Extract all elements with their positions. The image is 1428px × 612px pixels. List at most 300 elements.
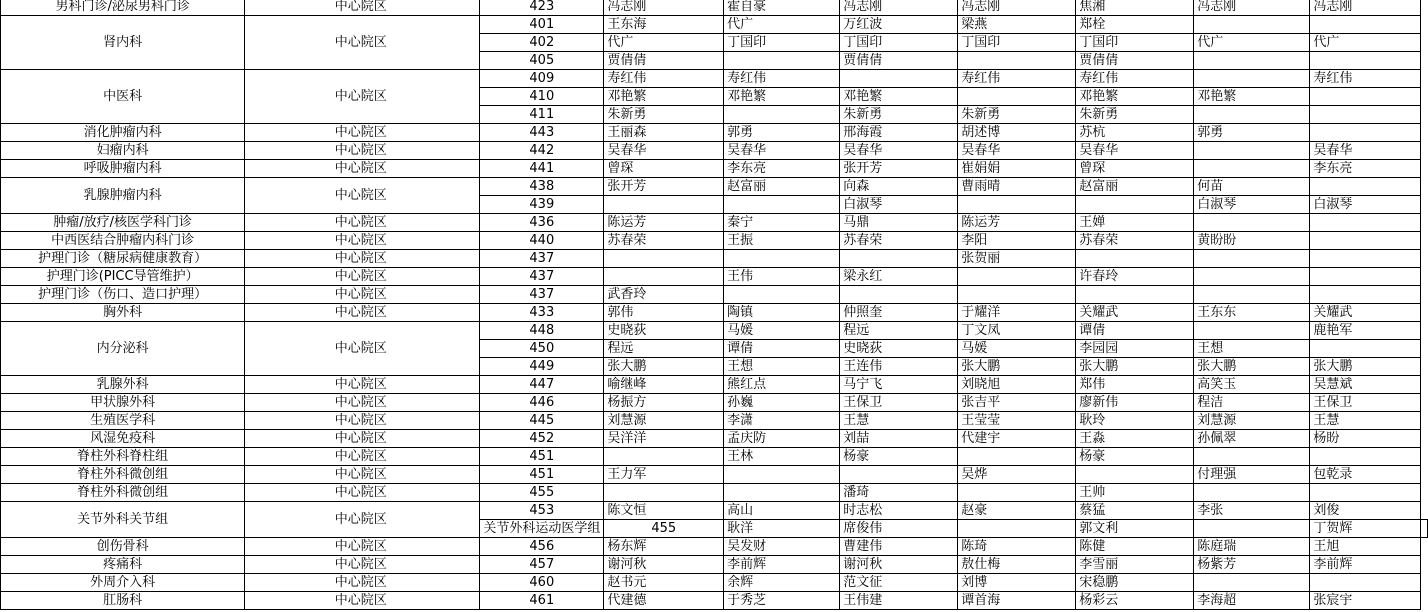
- doctor-cell[interactable]: 陈琦: [958, 538, 1076, 556]
- doctor-cell[interactable]: [1194, 322, 1310, 340]
- doctor-cell[interactable]: 丁贺辉: [1310, 520, 1421, 538]
- doctor-cell[interactable]: 梁永红: [840, 268, 958, 286]
- doctor-cell[interactable]: 孙巍: [724, 394, 840, 412]
- doctor-cell[interactable]: 万红波: [840, 16, 958, 34]
- doctor-cell[interactable]: [724, 196, 840, 214]
- room-cell[interactable]: 453: [480, 502, 604, 520]
- campus-cell[interactable]: 中心院区: [245, 376, 480, 394]
- campus-cell[interactable]: 中心院区: [245, 16, 480, 70]
- doctor-cell[interactable]: 寿红伟: [604, 70, 724, 88]
- doctor-cell[interactable]: 程洁: [1194, 394, 1310, 412]
- doctor-cell[interactable]: 程远: [840, 322, 958, 340]
- dept-cell[interactable]: 呼吸肿瘤内科: [1, 160, 245, 178]
- doctor-cell[interactable]: 马鼎: [840, 214, 958, 232]
- doctor-cell[interactable]: 耿玲: [1076, 412, 1194, 430]
- doctor-cell[interactable]: 王旭: [1310, 538, 1421, 556]
- room-cell[interactable]: 448: [480, 322, 604, 340]
- doctor-cell[interactable]: [724, 466, 840, 484]
- campus-cell[interactable]: 中心院区: [245, 178, 480, 214]
- doctor-cell[interactable]: 苏春荣: [840, 232, 958, 250]
- doctor-cell[interactable]: 包乾录: [1310, 466, 1421, 484]
- doctor-cell[interactable]: 王保卫: [840, 394, 958, 412]
- doctor-cell[interactable]: [1310, 88, 1421, 106]
- dept-cell[interactable]: 男科门诊/泌尿男科门诊: [1, 0, 245, 16]
- doctor-cell[interactable]: 崔娟娟: [958, 160, 1076, 178]
- doctor-cell[interactable]: 霍自豪: [724, 0, 840, 16]
- doctor-cell[interactable]: 杨豪: [1076, 448, 1194, 466]
- dept-cell[interactable]: 创伤骨科: [1, 538, 245, 556]
- room-cell[interactable]: 440: [480, 232, 604, 250]
- doctor-cell[interactable]: [604, 484, 724, 502]
- doctor-cell[interactable]: 蔡猛: [1076, 502, 1194, 520]
- room-cell[interactable]: 451: [480, 466, 604, 484]
- doctor-cell[interactable]: [1194, 52, 1310, 70]
- doctor-cell[interactable]: [1310, 574, 1421, 592]
- doctor-cell[interactable]: 邢海霞: [840, 124, 958, 142]
- doctor-cell[interactable]: 王振: [724, 232, 840, 250]
- doctor-cell[interactable]: 吴洋洋: [604, 430, 724, 448]
- doctor-cell[interactable]: 刘俊: [1310, 502, 1421, 520]
- doctor-cell[interactable]: 王东东: [1194, 304, 1310, 322]
- doctor-cell[interactable]: 梁燕: [958, 16, 1076, 34]
- doctor-cell[interactable]: 代广: [724, 16, 840, 34]
- doctor-cell[interactable]: 朱新勇: [958, 106, 1076, 124]
- campus-cell[interactable]: 中心院区: [245, 574, 480, 592]
- doctor-cell[interactable]: 苏春荣: [1076, 232, 1194, 250]
- room-cell[interactable]: 441: [480, 160, 604, 178]
- doctor-cell[interactable]: 邓艳繁: [1076, 88, 1194, 106]
- room-cell[interactable]: 437: [480, 250, 604, 268]
- doctor-cell[interactable]: [1194, 16, 1310, 34]
- doctor-cell[interactable]: 邓艳繁: [724, 88, 840, 106]
- dept-cell[interactable]: 生殖医学科: [1, 412, 245, 430]
- doctor-cell[interactable]: 吴春华: [604, 142, 724, 160]
- doctor-cell[interactable]: 刘博: [958, 574, 1076, 592]
- doctor-cell[interactable]: 马媛: [724, 322, 840, 340]
- doctor-cell[interactable]: 丁国印: [840, 34, 958, 52]
- doctor-cell[interactable]: 吴春华: [840, 142, 958, 160]
- doctor-cell[interactable]: [1310, 448, 1421, 466]
- doctor-cell[interactable]: 白淑琴: [1194, 196, 1310, 214]
- dept-cell[interactable]: 甲状腺外科: [1, 394, 245, 412]
- doctor-cell[interactable]: 许春玲: [1076, 268, 1194, 286]
- doctor-cell[interactable]: 王林: [724, 448, 840, 466]
- doctor-cell[interactable]: 王想: [1194, 340, 1310, 358]
- campus-cell[interactable]: 中心院区: [245, 466, 480, 484]
- doctor-cell[interactable]: 苏春荣: [604, 232, 724, 250]
- doctor-cell[interactable]: 潘琦: [840, 484, 958, 502]
- doctor-cell[interactable]: [1310, 178, 1421, 196]
- doctor-cell[interactable]: [1194, 520, 1310, 538]
- doctor-cell[interactable]: [604, 250, 724, 268]
- doctor-cell[interactable]: 宋稳鹏: [1076, 574, 1194, 592]
- doctor-cell[interactable]: [958, 196, 1076, 214]
- doctor-cell[interactable]: [1310, 250, 1421, 268]
- campus-cell[interactable]: 中心院区: [245, 394, 480, 412]
- campus-cell[interactable]: 中心院区: [245, 304, 480, 322]
- doctor-cell[interactable]: [1310, 286, 1421, 304]
- doctor-cell[interactable]: [1194, 142, 1310, 160]
- doctor-cell[interactable]: 王连伟: [840, 358, 958, 376]
- campus-cell[interactable]: 中心院区: [245, 214, 480, 232]
- room-cell[interactable]: 442: [480, 142, 604, 160]
- doctor-cell[interactable]: 郭伟: [604, 304, 724, 322]
- doctor-cell[interactable]: 邓艳繁: [1194, 88, 1310, 106]
- doctor-cell[interactable]: 吴烨: [958, 466, 1076, 484]
- doctor-cell[interactable]: 王莹莹: [958, 412, 1076, 430]
- campus-cell[interactable]: 中心院区: [245, 322, 480, 376]
- doctor-cell[interactable]: 史晓荻: [840, 340, 958, 358]
- doctor-cell[interactable]: 冯志刚: [1194, 0, 1310, 16]
- doctor-cell[interactable]: 王保卫: [1310, 394, 1421, 412]
- doctor-cell[interactable]: 冯志刚: [1310, 0, 1421, 16]
- doctor-cell[interactable]: 寿红伟: [1076, 70, 1194, 88]
- doctor-cell[interactable]: [1310, 268, 1421, 286]
- doctor-cell[interactable]: [1310, 52, 1421, 70]
- doctor-cell[interactable]: 朱新勇: [604, 106, 724, 124]
- room-cell[interactable]: 439: [480, 196, 604, 214]
- doctor-cell[interactable]: 吴春华: [1076, 142, 1194, 160]
- doctor-cell[interactable]: 秦宁: [724, 214, 840, 232]
- room-cell[interactable]: 433: [480, 304, 604, 322]
- doctor-cell[interactable]: 张大鹏: [1194, 358, 1310, 376]
- doctor-cell[interactable]: 王帅: [1076, 484, 1194, 502]
- doctor-cell[interactable]: [958, 484, 1076, 502]
- doctor-cell[interactable]: 付理强: [1194, 466, 1310, 484]
- doctor-cell[interactable]: 白淑琴: [840, 196, 958, 214]
- dept-cell[interactable]: 妇瘤内科: [1, 142, 245, 160]
- doctor-cell[interactable]: 孟庆防: [724, 430, 840, 448]
- doctor-cell[interactable]: 谭倩: [1076, 322, 1194, 340]
- campus-cell[interactable]: 中心院区: [245, 70, 480, 124]
- campus-cell[interactable]: 中心院区: [245, 484, 480, 502]
- campus-cell[interactable]: 中心院区: [245, 592, 480, 610]
- doctor-cell[interactable]: 贾倩倩: [604, 52, 724, 70]
- doctor-cell[interactable]: 张贺丽: [958, 250, 1076, 268]
- doctor-cell[interactable]: 吴春华: [724, 142, 840, 160]
- doctor-cell[interactable]: 焦湘: [1076, 0, 1194, 16]
- room-cell[interactable]: 411: [480, 106, 604, 124]
- room-cell[interactable]: 437: [480, 286, 604, 304]
- doctor-cell[interactable]: 冯志刚: [958, 0, 1076, 16]
- room-cell[interactable]: 437: [480, 268, 604, 286]
- doctor-cell[interactable]: 杨东辉: [604, 538, 724, 556]
- doctor-cell[interactable]: 赵富丽: [724, 178, 840, 196]
- room-cell[interactable]: 461: [480, 592, 604, 610]
- doctor-cell[interactable]: 李海超: [1194, 592, 1310, 610]
- room-cell[interactable]: 402: [480, 34, 604, 52]
- doctor-cell[interactable]: [724, 286, 840, 304]
- doctor-cell[interactable]: 张吉平: [958, 394, 1076, 412]
- doctor-cell[interactable]: [1310, 214, 1421, 232]
- doctor-cell[interactable]: 王东海: [604, 16, 724, 34]
- room-cell[interactable]: 409: [480, 70, 604, 88]
- room-cell[interactable]: 405: [480, 52, 604, 70]
- doctor-cell[interactable]: [840, 466, 958, 484]
- doctor-cell[interactable]: [604, 268, 724, 286]
- room-cell[interactable]: 410: [480, 88, 604, 106]
- doctor-cell[interactable]: [724, 484, 840, 502]
- doctor-cell[interactable]: [1310, 232, 1421, 250]
- doctor-cell[interactable]: 寿红伟: [724, 70, 840, 88]
- dept-cell[interactable]: 脊柱外科脊柱组: [1, 448, 245, 466]
- campus-cell[interactable]: 中心院区: [245, 268, 480, 286]
- doctor-cell[interactable]: 冯志刚: [840, 0, 958, 16]
- doctor-cell[interactable]: 赵富丽: [1076, 178, 1194, 196]
- dept-cell[interactable]: 护理门诊(PICC导管维护）: [1, 268, 245, 286]
- doctor-cell[interactable]: 代广: [1194, 34, 1310, 52]
- room-cell[interactable]: 445: [480, 412, 604, 430]
- doctor-cell[interactable]: 刘慧源: [1194, 412, 1310, 430]
- doctor-cell[interactable]: 陶镇: [724, 304, 840, 322]
- dept-cell[interactable]: 消化肿瘤内科: [1, 124, 245, 142]
- doctor-cell[interactable]: [840, 286, 958, 304]
- campus-cell[interactable]: 中心院区: [245, 142, 480, 160]
- dept-cell[interactable]: 肾内科: [1, 16, 245, 70]
- dept-cell[interactable]: 肛肠科: [1, 592, 245, 610]
- doctor-cell[interactable]: 谢河秋: [604, 556, 724, 574]
- doctor-cell[interactable]: 张大鹏: [1076, 358, 1194, 376]
- doctor-cell[interactable]: 张大鹏: [958, 358, 1076, 376]
- doctor-cell[interactable]: 熊红点: [724, 376, 840, 394]
- doctor-cell[interactable]: [1194, 484, 1310, 502]
- doctor-cell[interactable]: 王伟建: [840, 592, 958, 610]
- doctor-cell[interactable]: 李前辉: [1310, 556, 1421, 574]
- campus-cell[interactable]: 中心院区: [245, 0, 480, 16]
- room-cell[interactable]: 456: [480, 538, 604, 556]
- doctor-cell[interactable]: [958, 88, 1076, 106]
- doctor-cell[interactable]: 吴慧斌: [1310, 376, 1421, 394]
- doctor-cell[interactable]: 张大鹏: [604, 358, 724, 376]
- doctor-cell[interactable]: 张开芳: [604, 178, 724, 196]
- doctor-cell[interactable]: 高笑玉: [1194, 376, 1310, 394]
- doctor-cell[interactable]: 赵豪: [958, 502, 1076, 520]
- dept-cell[interactable]: 脊柱外科微创组: [1, 484, 245, 502]
- doctor-cell[interactable]: 李雪丽: [1076, 556, 1194, 574]
- room-cell[interactable]: 447: [480, 376, 604, 394]
- doctor-cell[interactable]: 陈庭瑞: [1194, 538, 1310, 556]
- doctor-cell[interactable]: 喻继峰: [604, 376, 724, 394]
- doctor-cell[interactable]: 王想: [724, 358, 840, 376]
- doctor-cell[interactable]: 武香玲: [604, 286, 724, 304]
- doctor-cell[interactable]: [1194, 214, 1310, 232]
- doctor-cell[interactable]: 郭勇: [724, 124, 840, 142]
- doctor-cell[interactable]: 鹿艳军: [1310, 322, 1421, 340]
- doctor-cell[interactable]: 张宸宇: [1310, 592, 1421, 610]
- doctor-cell[interactable]: 王婵: [1076, 214, 1194, 232]
- doctor-cell[interactable]: 曾琛: [604, 160, 724, 178]
- doctor-cell[interactable]: 李张: [1194, 502, 1310, 520]
- doctor-cell[interactable]: [958, 268, 1076, 286]
- doctor-cell[interactable]: 廖新伟: [1076, 394, 1194, 412]
- doctor-cell[interactable]: 杨振方: [604, 394, 724, 412]
- doctor-cell[interactable]: 丁国印: [958, 34, 1076, 52]
- doctor-cell[interactable]: [1076, 286, 1194, 304]
- doctor-cell[interactable]: 杨紫芳: [1194, 556, 1310, 574]
- room-cell[interactable]: 450: [480, 340, 604, 358]
- room-cell[interactable]: 452: [480, 430, 604, 448]
- doctor-cell[interactable]: [1194, 70, 1310, 88]
- doctor-cell[interactable]: 关耀武: [1076, 304, 1194, 322]
- dept-cell[interactable]: 中西医结合肿瘤内科门诊: [1, 232, 245, 250]
- doctor-cell[interactable]: 谭首海: [958, 592, 1076, 610]
- doctor-cell[interactable]: [1194, 106, 1310, 124]
- doctor-cell[interactable]: 郑伟: [1076, 376, 1194, 394]
- dept-cell[interactable]: 疼痛科: [1, 556, 245, 574]
- dept-cell[interactable]: 关节外科运动医学组: [480, 520, 604, 538]
- doctor-cell[interactable]: 陈健: [1076, 538, 1194, 556]
- doctor-cell[interactable]: [840, 70, 958, 88]
- doctor-cell[interactable]: [604, 196, 724, 214]
- doctor-cell[interactable]: 向森: [840, 178, 958, 196]
- doctor-cell[interactable]: 代广: [604, 34, 724, 52]
- dept-cell[interactable]: 内分泌科: [1, 322, 245, 376]
- doctor-cell[interactable]: 马媛: [958, 340, 1076, 358]
- room-cell[interactable]: 401: [480, 16, 604, 34]
- doctor-cell[interactable]: 吴春华: [1310, 142, 1421, 160]
- room-cell[interactable]: 457: [480, 556, 604, 574]
- doctor-cell[interactable]: [1194, 574, 1310, 592]
- doctor-cell[interactable]: 时志松: [840, 502, 958, 520]
- doctor-cell[interactable]: [604, 448, 724, 466]
- doctor-cell[interactable]: [1194, 268, 1310, 286]
- doctor-cell[interactable]: 邓艳繁: [604, 88, 724, 106]
- dept-cell[interactable]: 风湿免疫科: [1, 430, 245, 448]
- doctor-cell[interactable]: [724, 250, 840, 268]
- doctor-cell[interactable]: 吴发财: [724, 538, 840, 556]
- doctor-cell[interactable]: 于耀洋: [958, 304, 1076, 322]
- doctor-cell[interactable]: [724, 106, 840, 124]
- doctor-cell[interactable]: 寿红伟: [1310, 70, 1421, 88]
- dept-cell[interactable]: 中医科: [1, 70, 245, 124]
- doctor-cell[interactable]: [1076, 196, 1194, 214]
- dept-cell[interactable]: 外周介入科: [1, 574, 245, 592]
- doctor-cell[interactable]: 胡述博: [958, 124, 1076, 142]
- doctor-cell[interactable]: 耿洋: [724, 520, 840, 538]
- campus-cell[interactable]: 中心院区: [245, 250, 480, 268]
- doctor-cell[interactable]: 曹建伟: [840, 538, 958, 556]
- room-cell[interactable]: 443: [480, 124, 604, 142]
- dept-cell[interactable]: 肿瘤/放疗/核医学科门诊: [1, 214, 245, 232]
- doctor-cell[interactable]: 敖仕梅: [958, 556, 1076, 574]
- doctor-cell[interactable]: 高山: [724, 502, 840, 520]
- dept-cell[interactable]: 乳腺肿瘤内科: [1, 178, 245, 214]
- doctor-cell[interactable]: 席俊伟: [840, 520, 958, 538]
- doctor-cell[interactable]: 范文征: [840, 574, 958, 592]
- room-cell[interactable]: 423: [480, 0, 604, 16]
- campus-cell[interactable]: 中心院区: [245, 430, 480, 448]
- doctor-cell[interactable]: [958, 520, 1076, 538]
- doctor-cell[interactable]: 余辉: [724, 574, 840, 592]
- doctor-cell[interactable]: 郭勇: [1194, 124, 1310, 142]
- doctor-cell[interactable]: 仲照奎: [840, 304, 958, 322]
- doctor-cell[interactable]: 李东亮: [1310, 160, 1421, 178]
- doctor-cell[interactable]: 王伟: [724, 268, 840, 286]
- doctor-cell[interactable]: 张开芳: [840, 160, 958, 178]
- doctor-cell[interactable]: 朱新勇: [1076, 106, 1194, 124]
- doctor-cell[interactable]: 李潇: [724, 412, 840, 430]
- doctor-cell[interactable]: 陈运芳: [604, 214, 724, 232]
- campus-cell[interactable]: 中心院区: [245, 124, 480, 142]
- doctor-cell[interactable]: 李园园: [1076, 340, 1194, 358]
- doctor-cell[interactable]: 关耀武: [1310, 304, 1421, 322]
- room-cell[interactable]: 446: [480, 394, 604, 412]
- doctor-cell[interactable]: [1194, 286, 1310, 304]
- doctor-cell[interactable]: 刘喆: [840, 430, 958, 448]
- doctor-cell[interactable]: 李东亮: [724, 160, 840, 178]
- campus-cell[interactable]: 中心院区: [245, 412, 480, 430]
- doctor-cell[interactable]: [1310, 340, 1421, 358]
- doctor-cell[interactable]: 贾倩倩: [840, 52, 958, 70]
- doctor-cell[interactable]: [1310, 124, 1421, 142]
- doctor-cell[interactable]: [724, 52, 840, 70]
- room-cell[interactable]: 438: [480, 178, 604, 196]
- room-cell[interactable]: 455: [480, 484, 604, 502]
- doctor-cell[interactable]: [958, 52, 1076, 70]
- room-cell[interactable]: 455: [604, 520, 724, 538]
- doctor-cell[interactable]: 李阳: [958, 232, 1076, 250]
- doctor-cell[interactable]: [958, 286, 1076, 304]
- doctor-cell[interactable]: 邓艳繁: [840, 88, 958, 106]
- doctor-cell[interactable]: [1076, 466, 1194, 484]
- campus-cell[interactable]: 中心院区: [245, 232, 480, 250]
- campus-cell[interactable]: 中心院区: [245, 556, 480, 574]
- doctor-cell[interactable]: 谭倩: [724, 340, 840, 358]
- doctor-cell[interactable]: 郑栓: [1076, 16, 1194, 34]
- room-cell[interactable]: 436: [480, 214, 604, 232]
- doctor-cell[interactable]: 冯志刚: [604, 0, 724, 16]
- doctor-cell[interactable]: 丁国印: [1076, 34, 1194, 52]
- doctor-cell[interactable]: 丁国印: [724, 34, 840, 52]
- dept-cell[interactable]: 护理门诊（伤口、造口护理）: [1, 286, 245, 304]
- doctor-cell[interactable]: 贾倩倩: [1076, 52, 1194, 70]
- doctor-cell[interactable]: 陈运芳: [958, 214, 1076, 232]
- doctor-cell[interactable]: 刘慧源: [604, 412, 724, 430]
- doctor-cell[interactable]: 郭文利: [1076, 520, 1194, 538]
- doctor-cell[interactable]: [840, 250, 958, 268]
- doctor-cell[interactable]: [1194, 160, 1310, 178]
- doctor-cell[interactable]: 王慧: [840, 412, 958, 430]
- doctor-cell[interactable]: [1421, 520, 1428, 538]
- doctor-cell[interactable]: 刘晓旭: [958, 376, 1076, 394]
- doctor-cell[interactable]: 于秀芝: [724, 592, 840, 610]
- doctor-cell[interactable]: 杨豪: [840, 448, 958, 466]
- doctor-cell[interactable]: 何苗: [1194, 178, 1310, 196]
- doctor-cell[interactable]: [958, 448, 1076, 466]
- doctor-cell[interactable]: 陈文恒: [604, 502, 724, 520]
- campus-cell[interactable]: 中心院区: [245, 538, 480, 556]
- doctor-cell[interactable]: 杨盼: [1310, 430, 1421, 448]
- doctor-cell[interactable]: 王丽森: [604, 124, 724, 142]
- campus-cell[interactable]: 中心院区: [245, 286, 480, 304]
- doctor-cell[interactable]: 黄盼盼: [1194, 232, 1310, 250]
- doctor-cell[interactable]: 代建德: [604, 592, 724, 610]
- dept-cell[interactable]: 乳腺外科: [1, 376, 245, 394]
- doctor-cell[interactable]: 赵书元: [604, 574, 724, 592]
- doctor-cell[interactable]: 孙佩翠: [1194, 430, 1310, 448]
- doctor-cell[interactable]: 王淼: [1076, 430, 1194, 448]
- doctor-cell[interactable]: 史晓荻: [604, 322, 724, 340]
- dept-cell[interactable]: 关节外科关节组: [1, 502, 245, 538]
- doctor-cell[interactable]: 谢河秋: [840, 556, 958, 574]
- room-cell[interactable]: 460: [480, 574, 604, 592]
- campus-cell[interactable]: 中心院区: [245, 502, 480, 538]
- doctor-cell[interactable]: [1310, 484, 1421, 502]
- room-cell[interactable]: 449: [480, 358, 604, 376]
- doctor-cell[interactable]: 朱新勇: [840, 106, 958, 124]
- doctor-cell[interactable]: 代建宇: [958, 430, 1076, 448]
- doctor-cell[interactable]: 王力军: [604, 466, 724, 484]
